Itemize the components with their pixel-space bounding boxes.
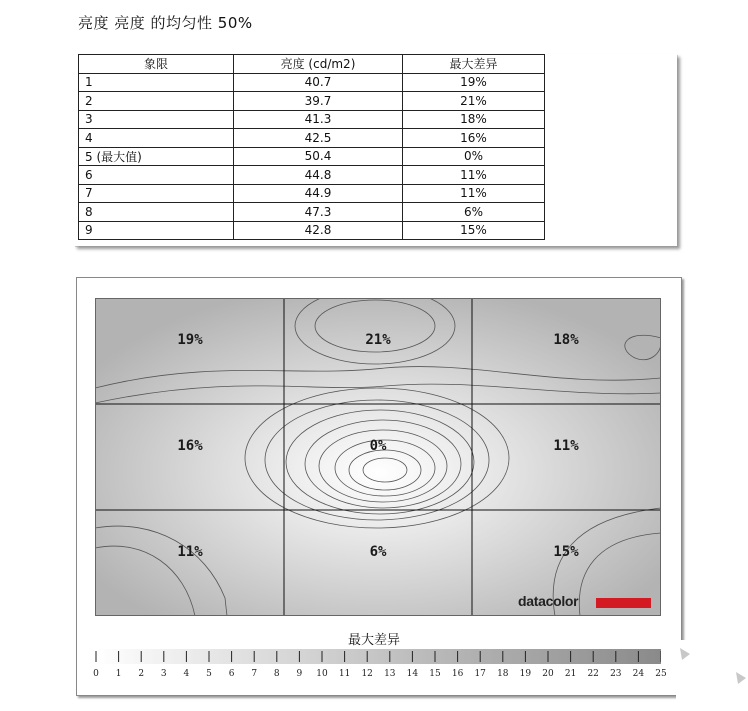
legend-tick-label: 22: [587, 669, 599, 679]
luminance-cell: 50.4: [234, 147, 403, 166]
difference-cell: 11%: [403, 184, 545, 203]
luminance-cell: 40.7: [234, 73, 403, 92]
luminance-cell: 47.3: [234, 203, 403, 222]
legend-tick-label: 20: [542, 669, 554, 679]
table-row: [79, 73, 545, 92]
legend-tick-label: 16: [451, 669, 464, 679]
table-row: [79, 203, 545, 222]
luminance-cell: 44.9: [234, 184, 403, 203]
legend-tick-label: 18: [497, 669, 509, 679]
difference-cell: 21%: [403, 92, 545, 111]
luminance-cell: 39.7: [234, 92, 403, 111]
legend-tick-label: 2: [138, 669, 145, 679]
quadrant-cell: 1: [79, 73, 234, 92]
legend-title: 最大差异: [348, 633, 401, 648]
legend-tick-label: 25: [655, 669, 667, 679]
legend-tick-label: 21: [564, 669, 577, 679]
legend-tick-label: 5: [206, 669, 212, 679]
legend-tick-label: 9: [296, 669, 303, 679]
datacolor-logo-bar: [596, 598, 651, 608]
quadrant-cell: 9: [79, 221, 234, 240]
table-row: [79, 129, 545, 148]
legend-tick-label: 12: [361, 669, 373, 679]
uniformity-table: [78, 54, 545, 240]
quadrant-cell: 3: [79, 110, 234, 129]
difference-cell: 11%: [403, 166, 545, 185]
legend-tick-label: 11: [338, 669, 351, 679]
datacolor-logo: datacolor: [518, 593, 579, 609]
luminance-cell: 42.5: [234, 129, 403, 148]
table-row: [79, 166, 545, 185]
legend-tick-label: 19: [519, 669, 532, 679]
legend-tick-label: 10: [316, 669, 328, 679]
quadrant-cell: 7: [79, 184, 234, 203]
table-row: [79, 147, 545, 166]
difference-cell: 0%: [403, 147, 545, 166]
legend-tick-label: 17: [474, 669, 486, 679]
legend-tick-label: 1: [115, 669, 122, 679]
legend-tick-label: 8: [273, 669, 280, 679]
luminance-cell: 42.8: [234, 221, 403, 240]
heatmap-cell-9: 15%: [553, 544, 579, 560]
heatmap-cell-2: 21%: [365, 332, 391, 348]
table-row: [79, 92, 545, 111]
legend-tick-label: 0: [93, 669, 99, 679]
quadrant-cell: 2: [79, 92, 234, 111]
page-title: 亮度 亮度 的均匀性 50%: [78, 14, 253, 32]
heatmap-cell-7: 11%: [177, 544, 203, 560]
luminance-cell: 44.8: [234, 166, 403, 185]
luminance-cell: 41.3: [234, 110, 403, 129]
legend-tick-label: 15: [429, 669, 441, 679]
difference-cell: 19%: [403, 73, 545, 92]
table-row: [79, 184, 545, 203]
legend-tick-label: 7: [251, 669, 258, 679]
heatmap-cell-8: 6%: [369, 544, 387, 560]
legend-scale: [95, 649, 661, 664]
heatmap-cell-4: 16%: [177, 438, 203, 454]
legend-gradient: [95, 649, 661, 664]
legend-tick-label: 4: [183, 669, 190, 679]
uniformity-table-card: [74, 54, 677, 246]
legend-tick-label: 24: [632, 669, 645, 679]
difference-cell: 16%: [403, 129, 545, 148]
legend-tick-label: 6: [228, 669, 235, 679]
quadrant-cell: 5 (最大值): [79, 147, 234, 166]
difference-cell: 15%: [403, 221, 545, 240]
table-row: [79, 221, 545, 240]
difference-cell: 6%: [403, 203, 545, 222]
heatmap-cell-5: 0%: [369, 438, 387, 454]
quadrant-cell: 4: [79, 129, 234, 148]
legend-tick-label: 3: [160, 669, 167, 679]
quadrant-cell: 6: [79, 166, 234, 185]
header-max-difference: 最大差异: [403, 55, 545, 74]
difference-cell: 18%: [403, 110, 545, 129]
header-quadrant: 象限: [79, 55, 234, 74]
table-row: [79, 110, 545, 129]
legend-tick-label: 23: [610, 669, 622, 679]
header-luminance: 亮度 (cd/m2): [234, 55, 403, 74]
heatmap-cell-3: 18%: [553, 332, 579, 348]
table-header-row: [79, 55, 545, 74]
heatmap-cell-6: 11%: [553, 438, 579, 454]
legend-tick-label: 14: [406, 669, 419, 679]
quadrant-cell: 8: [79, 203, 234, 222]
heatmap-cell-1: 19%: [177, 332, 203, 348]
corner-decoration: [676, 640, 748, 711]
legend-tick-label: 13: [384, 669, 396, 679]
